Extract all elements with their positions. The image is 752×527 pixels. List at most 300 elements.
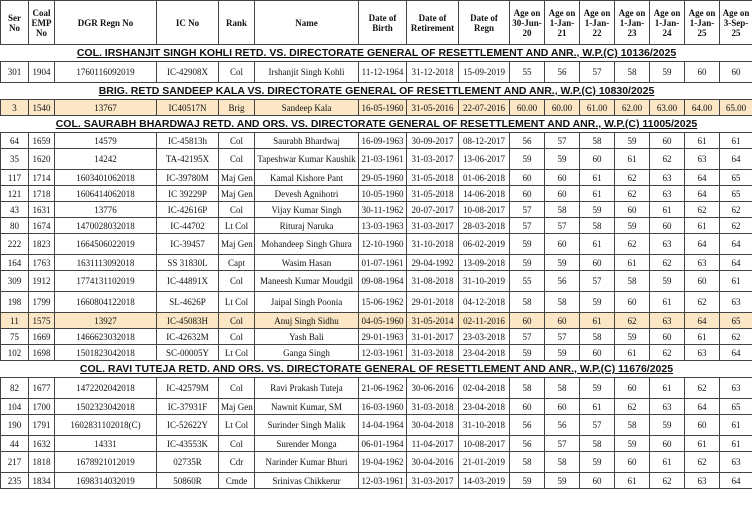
table-cell: 58	[510, 378, 545, 399]
table-cell: 14242	[55, 149, 157, 170]
table-cell: 14579	[55, 133, 157, 149]
table-row	[1, 345, 752, 361]
table-cell: 1602831102018(C)	[55, 415, 157, 436]
table-cell: Capt	[219, 255, 255, 271]
table-cell: 62	[720, 202, 752, 218]
table-cell: 60	[650, 133, 685, 149]
table-cell: 59	[545, 345, 580, 361]
table-cell: 1763	[29, 255, 55, 271]
table-cell: 12-03-1961	[359, 345, 407, 361]
table-cell: 62	[720, 329, 752, 345]
column-header: IC No	[157, 1, 219, 45]
table-cell: 64	[685, 399, 720, 415]
table-cell: 13927	[55, 313, 157, 329]
table-cell: 1632	[29, 436, 55, 452]
table-cell: Maj Gen	[219, 186, 255, 202]
table-row	[1, 313, 752, 329]
table-cell: 62	[615, 186, 650, 202]
table-cell: 1540	[29, 100, 55, 116]
table-cell: 60	[615, 452, 650, 473]
column-header: Age on 1-Jan-22	[580, 1, 615, 45]
table-cell: 14-04-1964	[359, 415, 407, 436]
table-cell: Yash Bali	[255, 329, 359, 345]
table-cell: 1791	[29, 415, 55, 436]
case-title-row	[1, 116, 752, 133]
table-cell: 63	[650, 234, 685, 255]
table-cell: 61	[615, 149, 650, 170]
table-cell: 59	[650, 271, 685, 292]
table-cell: 1677	[29, 378, 55, 399]
table-cell: 15-09-2019	[459, 62, 510, 83]
table-cell: Wasim Hasan	[255, 255, 359, 271]
table-cell: 62	[650, 255, 685, 271]
table-cell: 02735R	[157, 452, 219, 473]
table-cell: 23-03-2018	[459, 329, 510, 345]
table-cell: 59	[615, 436, 650, 452]
column-header: Date of Birth	[359, 1, 407, 45]
table-cell: 31-10-2018	[407, 234, 459, 255]
table-cell: 60	[615, 292, 650, 313]
table-cell: Cmde	[219, 473, 255, 489]
table-cell: 61	[720, 133, 752, 149]
table-row	[1, 329, 752, 345]
table-cell: 1714	[29, 170, 55, 186]
table-cell: 16-05-1960	[359, 100, 407, 116]
table-cell: IC-44702	[157, 218, 219, 234]
table-cell: 55	[510, 271, 545, 292]
case-title: COL. SAURABH BHARDWAJ RETD. AND ORS. VS. DIRECTORATE GENERAL OF RESETTLEMENT AND ANR., W.P.(C) 11005/2025	[1, 116, 752, 133]
table-cell: 60	[545, 234, 580, 255]
table-cell: 02-11-2016	[459, 313, 510, 329]
table-cell: 62	[685, 202, 720, 218]
column-header: Age on 1-Jan-25	[685, 1, 720, 45]
table-cell: 61	[720, 436, 752, 452]
table-cell: 58	[545, 378, 580, 399]
table-cell: 60	[720, 62, 752, 83]
table-cell: 58	[615, 415, 650, 436]
table-cell: Srinivas Chikkerur	[255, 473, 359, 489]
table-cell: 1470028032018	[55, 218, 157, 234]
table-cell: 80	[1, 218, 29, 234]
table-cell: 62	[685, 292, 720, 313]
table-cell: 62	[615, 170, 650, 186]
table-cell: 1575	[29, 313, 55, 329]
table-cell: 63	[685, 473, 720, 489]
table-cell: IC 39229P	[157, 186, 219, 202]
table-cell: 61	[615, 255, 650, 271]
table-cell: 65	[720, 170, 752, 186]
table-cell: 1774131102019	[55, 271, 157, 292]
table-cell: 58	[545, 292, 580, 313]
table-cell: 235	[1, 473, 29, 489]
table-row	[1, 378, 752, 399]
table-cell: 12-03-1961	[359, 473, 407, 489]
case-title: COL. RAVI TUTEJA RETD. AND ORS. VS. DIRECTORATE GENERAL OF RESETTLEMENT AND ANR., W.P.(C) 11676/2025	[1, 361, 752, 378]
table-cell: 64	[685, 234, 720, 255]
table-cell: 58	[615, 62, 650, 83]
table-cell: 57	[545, 436, 580, 452]
table-cell: 59	[545, 473, 580, 489]
table-cell: Col	[219, 436, 255, 452]
table-cell: 57	[580, 62, 615, 83]
table-cell: 217	[1, 452, 29, 473]
table-cell: 30-04-2016	[407, 452, 459, 473]
table-cell: 63	[650, 170, 685, 186]
table-cell: 1472202042018	[55, 378, 157, 399]
table-cell: Maneesh Kumar Moudgil	[255, 271, 359, 292]
table-cell: Col	[219, 62, 255, 83]
table-cell: 01-07-1961	[359, 255, 407, 271]
table-cell: 1620	[29, 149, 55, 170]
table-cell: 29-05-1960	[359, 170, 407, 186]
table-cell: 56	[545, 415, 580, 436]
table-cell: 10-05-1960	[359, 186, 407, 202]
table-cell: 1659	[29, 133, 55, 149]
table-cell: Saurabh Bhardwaj	[255, 133, 359, 149]
table-cell: 56	[510, 415, 545, 436]
table-cell: 60	[615, 202, 650, 218]
table-cell: 64	[685, 313, 720, 329]
table-cell: 02-04-2018	[459, 378, 510, 399]
table-cell: 29-01-1963	[359, 329, 407, 345]
table-row	[1, 202, 752, 218]
table-cell: 29-01-2018	[407, 292, 459, 313]
table-cell: 62	[615, 399, 650, 415]
table-cell: Col	[219, 313, 255, 329]
table-cell: 31-08-2018	[407, 271, 459, 292]
table-cell: 75	[1, 329, 29, 345]
table-cell: IC-42579M	[157, 378, 219, 399]
table-cell: 65	[720, 313, 752, 329]
table-cell: 31-05-2014	[407, 313, 459, 329]
table-row	[1, 399, 752, 415]
table-cell: 60	[580, 345, 615, 361]
table-cell: 61	[580, 313, 615, 329]
table-cell: 64	[1, 133, 29, 149]
table-cell: 10-08-2017	[459, 436, 510, 452]
table-cell: 60	[510, 399, 545, 415]
table-cell: 60	[510, 186, 545, 202]
table-row	[1, 436, 752, 452]
table-cell: 1466623032018	[55, 329, 157, 345]
table-cell: 1698	[29, 345, 55, 361]
table-cell: IC-37931F	[157, 399, 219, 415]
table-cell: 61	[685, 329, 720, 345]
column-header: Name	[255, 1, 359, 45]
table-cell: 31-05-2018	[407, 186, 459, 202]
table-cell: 60	[615, 378, 650, 399]
table-row	[1, 452, 752, 473]
table-cell: 04-12-2018	[459, 292, 510, 313]
table-cell: 61	[650, 378, 685, 399]
table-cell: 59	[510, 255, 545, 271]
table-row	[1, 100, 752, 116]
table-cell: 13776	[55, 202, 157, 218]
table-cell: 1698314032019	[55, 473, 157, 489]
table-row	[1, 255, 752, 271]
table-cell: 1660804122018	[55, 292, 157, 313]
table-cell: 1718	[29, 186, 55, 202]
table-cell: Vijay Kumar Singh	[255, 202, 359, 218]
table-cell: 59	[580, 292, 615, 313]
table-cell: 59	[580, 202, 615, 218]
table-cell: 1502323042018	[55, 399, 157, 415]
table-cell: 15-06-1962	[359, 292, 407, 313]
table-row	[1, 473, 752, 489]
table-cell: 06-01-1964	[359, 436, 407, 452]
table-row	[1, 186, 752, 202]
table-row	[1, 218, 752, 234]
table-cell: 11-04-2017	[407, 436, 459, 452]
table-cell: 60	[650, 218, 685, 234]
table-cell: 61	[580, 399, 615, 415]
table-cell: 59	[615, 133, 650, 149]
column-header: Age on 1-Jan-24	[650, 1, 685, 45]
table-body	[1, 45, 752, 489]
table-row	[1, 149, 752, 170]
table-cell: 60	[510, 170, 545, 186]
table-cell: 58	[580, 436, 615, 452]
table-row	[1, 170, 752, 186]
table-cell: 63.00	[650, 100, 685, 116]
table-cell: Nawnit Kumar, SM	[255, 399, 359, 415]
table-cell: 12-10-1960	[359, 234, 407, 255]
table-cell: 60	[580, 149, 615, 170]
table-cell: 64	[720, 473, 752, 489]
table-cell: 64	[685, 186, 720, 202]
case-title: BRIG. RETD SANDEEP KALA VS. DIRECTORATE GENERAL OF RESETTLEMENT AND ANR., W.P.(C) 10830/2025	[1, 83, 752, 100]
table-cell: 13-06-2017	[459, 149, 510, 170]
table-cell: 60	[580, 473, 615, 489]
table-cell: 222	[1, 234, 29, 255]
case-title-row	[1, 83, 752, 100]
table-cell: 14-06-2018	[459, 186, 510, 202]
table-cell: 57	[510, 329, 545, 345]
table-cell: 1501823042018	[55, 345, 157, 361]
table-cell: 82	[1, 378, 29, 399]
table-cell: 61	[650, 202, 685, 218]
table-cell: 31-10-2019	[459, 271, 510, 292]
table-cell: Jaipal Singh Poonia	[255, 292, 359, 313]
table-cell: 28-03-2018	[459, 218, 510, 234]
table-cell: 16-09-1963	[359, 133, 407, 149]
table-cell: 31-01-2017	[407, 329, 459, 345]
table-cell: Col	[219, 271, 255, 292]
table-cell: 62	[685, 378, 720, 399]
table-cell: 63	[650, 186, 685, 202]
table-cell: 06-02-2019	[459, 234, 510, 255]
table-cell: 61	[720, 415, 752, 436]
table-cell: 23-04-2018	[459, 345, 510, 361]
table-cell: 29-04-1992	[407, 255, 459, 271]
table-cell: 64	[720, 255, 752, 271]
table-cell: IC-39780M	[157, 170, 219, 186]
table-row	[1, 415, 752, 436]
table-cell: Lt Col	[219, 345, 255, 361]
table-cell: SL-4626P	[157, 292, 219, 313]
table-cell: 1631	[29, 202, 55, 218]
table-cell: 64	[720, 149, 752, 170]
column-header: Age on 30-Jun-20	[510, 1, 545, 45]
column-header: Coal EMP No	[29, 1, 55, 45]
table-cell: 60	[650, 329, 685, 345]
table-cell: Col	[219, 202, 255, 218]
table-cell: 58	[510, 452, 545, 473]
table-cell: 59	[545, 149, 580, 170]
table-cell: Cdr	[219, 452, 255, 473]
case-title: COL. IRSHANJIT SINGH KOHLI RETD. VS. DIRECTORATE GENERAL OF RESETTLEMENT AND ANR., W.P.(C) 10136/2025	[1, 45, 752, 62]
table-cell: 13-09-2018	[459, 255, 510, 271]
table-cell: 65.00	[720, 100, 752, 116]
table-cell: 60	[545, 399, 580, 415]
table-cell: 63	[685, 149, 720, 170]
table-cell: IC-42908X	[157, 62, 219, 83]
table-cell: 04-05-1960	[359, 313, 407, 329]
table-cell: 57	[545, 133, 580, 149]
table-cell: 62	[650, 473, 685, 489]
table-cell: 60.00	[545, 100, 580, 116]
table-cell: Lt Col	[219, 415, 255, 436]
table-cell: 31-03-2018	[407, 399, 459, 415]
table-cell: 22-07-2016	[459, 100, 510, 116]
table-cell: 57	[545, 218, 580, 234]
table-cell: 301	[1, 62, 29, 83]
table-cell: 61	[580, 234, 615, 255]
table-cell: 65	[720, 399, 752, 415]
table-cell: 61	[615, 345, 650, 361]
table-cell: 63	[685, 345, 720, 361]
case-title-row	[1, 45, 752, 62]
table-cell: 164	[1, 255, 29, 271]
table-cell: 31-03-2017	[407, 218, 459, 234]
table-cell: 102	[1, 345, 29, 361]
table-cell: 3	[1, 100, 29, 116]
table-cell: Col	[219, 329, 255, 345]
table-cell: Tapeshwar Kumar Kaushik	[255, 149, 359, 170]
table-cell: 64	[720, 345, 752, 361]
table-cell: 62	[650, 149, 685, 170]
table-cell: 58	[545, 202, 580, 218]
table-cell: 31-03-2018	[407, 345, 459, 361]
table-cell: 190	[1, 415, 29, 436]
table-cell: 63	[685, 255, 720, 271]
table-cell: 19-04-1962	[359, 452, 407, 473]
table-cell: 58	[580, 329, 615, 345]
table-cell: 62	[650, 345, 685, 361]
table-cell: 57	[545, 329, 580, 345]
table-cell: 31-03-2017	[407, 473, 459, 489]
table-cell: 59	[510, 234, 545, 255]
table-row	[1, 133, 752, 149]
table-row	[1, 62, 752, 83]
table-cell: Devesh Agnihotri	[255, 186, 359, 202]
table-cell: 61.00	[580, 100, 615, 116]
table-cell: 56	[510, 436, 545, 452]
table-cell: 62	[720, 218, 752, 234]
table-cell: 59	[510, 473, 545, 489]
table-cell: 1606414062018	[55, 186, 157, 202]
table-cell: 1818	[29, 452, 55, 473]
table-cell: Lt Col	[219, 292, 255, 313]
table-cell: 43	[1, 202, 29, 218]
table-cell: IC40517N	[157, 100, 219, 116]
table-cell: 58	[615, 271, 650, 292]
table-cell: 61	[685, 133, 720, 149]
table-cell: 59	[615, 218, 650, 234]
table-cell: IC-44891X	[157, 271, 219, 292]
table-cell: Surinder Singh Malik	[255, 415, 359, 436]
column-header: Age on 3-Sep-25	[720, 1, 752, 45]
table-cell: 57	[510, 218, 545, 234]
table-cell: 21-06-1962	[359, 378, 407, 399]
table-cell: Lt Col	[219, 218, 255, 234]
table-cell: 61	[650, 452, 685, 473]
column-header: Ser No	[1, 1, 29, 45]
table-cell: 1912	[29, 271, 55, 292]
table-cell: 30-04-2018	[407, 415, 459, 436]
table-cell: 1823	[29, 234, 55, 255]
table-cell: Kamal Kishore Pant	[255, 170, 359, 186]
table-cell: 198	[1, 292, 29, 313]
table-cell: Sandeep Kala	[255, 100, 359, 116]
table-cell: Ganga Singh	[255, 345, 359, 361]
table-cell: 59	[545, 255, 580, 271]
table-cell: 08-12-2017	[459, 133, 510, 149]
table-cell: 58	[580, 218, 615, 234]
table-cell: 60	[545, 313, 580, 329]
table-cell: 14331	[55, 436, 157, 452]
table-cell: Narinder Kumar Bhuri	[255, 452, 359, 473]
table-cell: 61	[615, 473, 650, 489]
table-cell: TA-42195X	[157, 149, 219, 170]
table-cell: 31-03-2017	[407, 149, 459, 170]
table-cell: 59	[615, 329, 650, 345]
table-cell: Brig	[219, 100, 255, 116]
table-cell: Mohandeep Singh Ghura	[255, 234, 359, 255]
table-cell: 1760116092019	[55, 62, 157, 83]
table-cell: 59	[580, 378, 615, 399]
table-cell: 57	[510, 202, 545, 218]
table-cell: 61	[685, 218, 720, 234]
table-cell: 57	[580, 271, 615, 292]
table-cell: 60	[685, 62, 720, 83]
table-cell: Maj Gen	[219, 170, 255, 186]
table-cell: IC-45813h	[157, 133, 219, 149]
table-cell: Maj Gen	[219, 234, 255, 255]
table-cell: Rituraj Naruka	[255, 218, 359, 234]
table-cell: 56	[510, 133, 545, 149]
table-cell: 56	[545, 271, 580, 292]
table-cell: 59	[650, 415, 685, 436]
table-cell: 60	[650, 436, 685, 452]
table-cell: 01-06-2018	[459, 170, 510, 186]
table-cell: 31-05-2018	[407, 170, 459, 186]
table-cell: 59	[580, 452, 615, 473]
table-cell: 62	[615, 234, 650, 255]
table-cell: 59	[650, 62, 685, 83]
table-cell: 56	[545, 62, 580, 83]
table-cell: 14-03-2019	[459, 473, 510, 489]
table-cell: 60	[685, 415, 720, 436]
table-cell: 309	[1, 271, 29, 292]
table-cell: 62	[615, 313, 650, 329]
table-cell: Col	[219, 133, 255, 149]
table-cell: 63	[650, 399, 685, 415]
table-cell: 1700	[29, 399, 55, 415]
table-cell: 121	[1, 186, 29, 202]
table-cell: 61	[685, 436, 720, 452]
table-cell: Anuj Singh Sidhu	[255, 313, 359, 329]
